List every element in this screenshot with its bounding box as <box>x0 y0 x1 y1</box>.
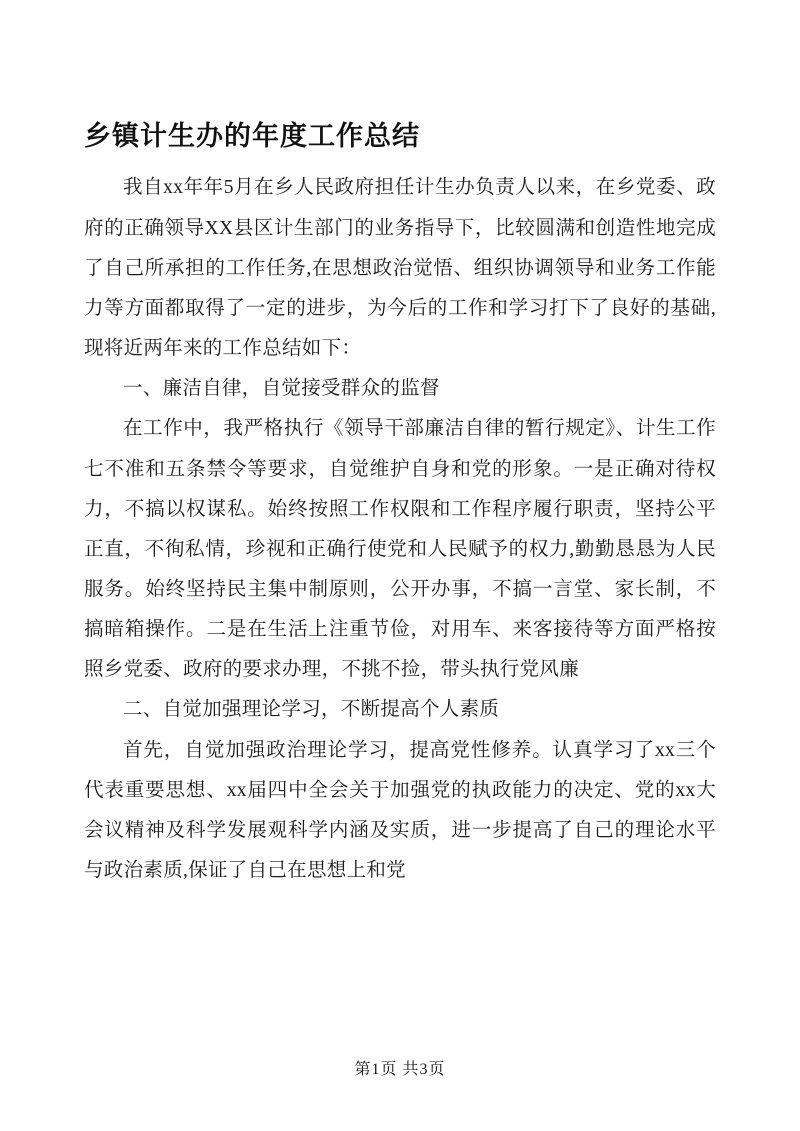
page-footer: 第1页 共3页 <box>354 1061 446 1078</box>
paragraph-4: 二、自觉加强理论学习，不断提高个人素质 <box>123 699 500 721</box>
paragraph-5: 首先，自觉加强政治理论学习，提高党性修养。认真学习了xx三个代表重要思想、xx届四中全会关于加强党的执政能力的决定、党的xx大会议精神及科学发展观科学内涵及实质，进一步提高了自己的理论水平与政治素质,保证了自己在思想上和党 <box>84 739 716 882</box>
paragraph-2: 一、廉洁自律，自觉接受群众的监督 <box>123 378 440 400</box>
paragraph-3: 在工作中，我严格执行《领导干部廉洁自律的暂行规定》、计生工作七不准和五条禁令等要求，自觉维护自身和党的形象。一是正确对待权力，不搞以权谋私。始终按照工作权限和工作程序履行职责，坚持公平正直，不徇私情，珍视和正确行使党和人民赋予的权力,勤勤恳恳为人民服务。始终坚持民主集中制原则，公开办事，不搞一言堂、家长制，不搞暗箱操作。二是在生活上注重节俭，对用车、来客接待等方面严格按照乡党委、政府的要求办理，不挑不捡，带头执行党风廉 <box>84 418 716 681</box>
paragraph-1: 我自xx年年5月在乡人民政府担任计生办负责人以来，在乡党委、政府的正确领导XX县区计生部门的业务指导下，比较圆满和创造性地完成了自己所承担的工作任务,在思想政治觉悟、组织协调领导和业务工作能力等方面都取得了一定的进步，为今后的工作和学习打下了良好的基础,现将近两年来的工作总结如下： <box>84 177 716 360</box>
page-title: 乡镇计生办的年度工作总结 <box>84 121 420 151</box>
